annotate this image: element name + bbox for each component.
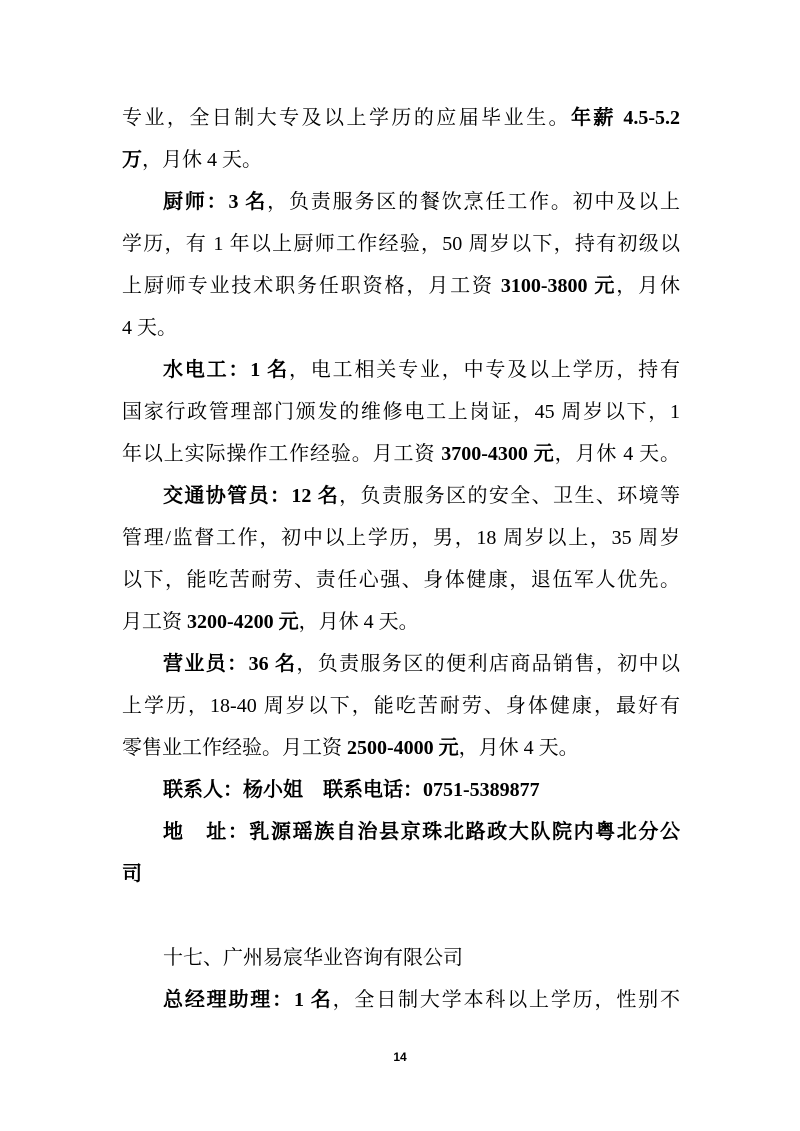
contact-info: 联系人：杨小姐 联系电话：0751-5389877 xyxy=(163,779,540,801)
salary-bold-text: 3100-3800 元 xyxy=(500,275,617,297)
text-segment: ，负责服务区的安全、卫生、环境等 xyxy=(339,485,680,507)
job-chef-line xyxy=(122,181,680,223)
blank-line xyxy=(122,895,680,937)
salary-bold-text: 3200-4200 元 xyxy=(187,611,299,633)
job-title-traffic-warden: 交通协管员：12 名 xyxy=(163,485,340,507)
address-info: 地 址：乳源瑶族自治县京珠北路政大队院内粤北分公 xyxy=(163,821,680,843)
text-segment: 月工资 xyxy=(122,611,187,633)
text-line xyxy=(122,223,680,265)
company-heading-text: 十七、广州易宸华业咨询有限公司 xyxy=(163,947,463,969)
text-line xyxy=(122,265,680,307)
salary-bold-text: 年薪 4.5-5.2 xyxy=(570,107,680,129)
document-body xyxy=(122,97,680,1021)
address-line-continued xyxy=(122,853,680,895)
job-title-electrician: 水电工：1 名 xyxy=(163,359,289,381)
text-line xyxy=(122,307,680,349)
text-segment: ，月休 xyxy=(616,275,680,297)
address-info: 司 xyxy=(122,863,142,885)
text-segment: ，月休 4 天。 xyxy=(458,737,579,759)
salary-bold-text: 2500-4000 元 xyxy=(347,737,459,759)
text-segment: ，电工相关专业，中专及以上学历，持有 xyxy=(288,359,680,381)
text-segment: 4 天。 xyxy=(122,317,177,339)
text-segment: ，全日制大学本科以上学历，性别不 xyxy=(332,989,680,1011)
salary-bold-text: 3700-4300 元 xyxy=(441,443,555,465)
text-segment: ，月休 4 天。 xyxy=(554,443,680,465)
text-line xyxy=(122,139,680,181)
job-title-salesperson: 营业员：36 名 xyxy=(163,653,297,675)
text-segment: 管理/监督工作，初中以上学历，男，18 周岁以上，35 周岁 xyxy=(122,527,680,549)
company-heading xyxy=(122,937,680,979)
job-title-gm-assistant: 总经理助理：1 名 xyxy=(163,989,333,1011)
job-electrician-line xyxy=(122,349,680,391)
text-segment: 上学历，18-40 周岁以下，能吃苦耐劳、身体健康，最好有 xyxy=(122,695,680,717)
text-line xyxy=(122,685,680,727)
text-segment: 学历，有 1 年以上厨师工作经验，50 周岁以下，持有初级以 xyxy=(122,233,680,255)
salary-bold-text: 万 xyxy=(122,149,142,171)
text-line xyxy=(122,97,680,139)
job-traffic-line xyxy=(122,475,680,517)
text-segment: ，负责服务区的餐饮烹任工作。初中及以上 xyxy=(267,191,680,213)
contact-line xyxy=(122,769,680,811)
text-line xyxy=(122,517,680,559)
text-segment: ，月休 4 天。 xyxy=(142,149,262,171)
text-segment: 年以上实际操作工作经验。月工资 xyxy=(122,443,442,465)
text-line xyxy=(122,433,680,475)
job-assistant-line xyxy=(122,979,680,1021)
text-segment: 以下，能吃苦耐劳、责任心强、身体健康，退伍军人优先。 xyxy=(122,569,680,591)
job-sales-line xyxy=(122,643,680,685)
text-line xyxy=(122,601,680,643)
text-segment: 零售业工作经验。月工资 xyxy=(122,737,347,759)
text-segment: ，负责服务区的便利店商品销售，初中以 xyxy=(296,653,680,675)
text-segment: 上厨师专业技术职务任职资格，月工资 xyxy=(122,275,501,297)
text-line xyxy=(122,559,680,601)
text-segment: ，月休 4 天。 xyxy=(298,611,419,633)
text-line xyxy=(122,727,680,769)
text-segment: 专业，全日制大专及以上学历的应届毕业生。 xyxy=(122,107,571,129)
text-line xyxy=(122,391,680,433)
text-segment: 国家行政管理部门颁发的维修电工上岗证，45 周岁以下，1 xyxy=(122,401,680,423)
address-line xyxy=(122,811,680,853)
page-number: 14 xyxy=(393,1050,407,1064)
job-title-chef: 厨师：3 名 xyxy=(163,191,268,213)
